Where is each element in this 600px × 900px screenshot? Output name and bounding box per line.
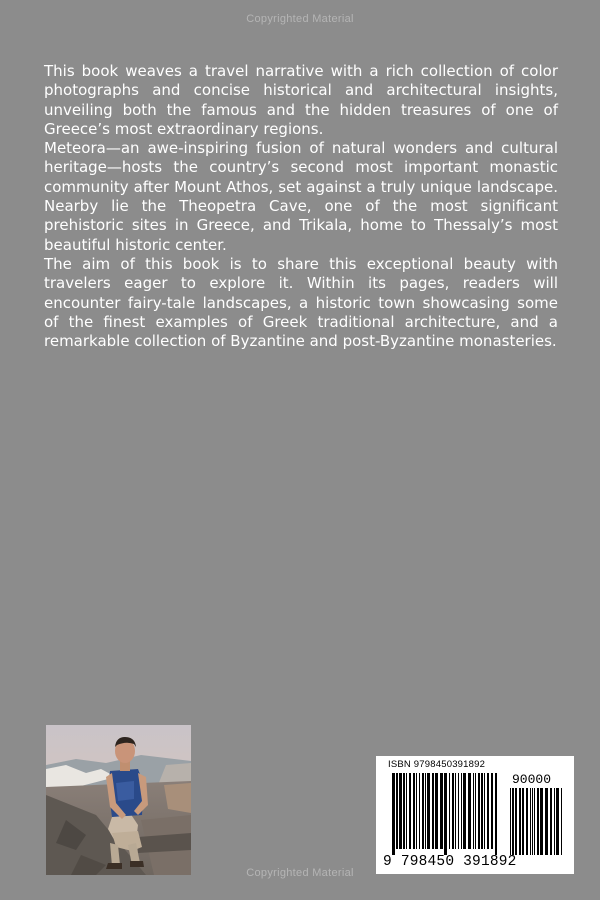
barcode-bar <box>413 773 415 849</box>
barcode-bar <box>452 773 454 849</box>
barcode-bar <box>522 788 524 855</box>
barcode-bar <box>449 773 450 849</box>
barcode-bar <box>554 788 555 855</box>
barcode-bar <box>406 773 407 849</box>
barcode-bar <box>440 773 443 849</box>
barcode-bar <box>416 773 417 849</box>
isbn-group-2: 391892 <box>463 854 517 870</box>
blurb-paragraph-1: This book weaves a travel narrative with a rich collection of color photographs and concise historical and architectural insights, unveiling both the famous and the hidden treasures of one of Greece’s most extraordinary regions. <box>44 62 558 138</box>
blurb-paragraph-3: The aim of this book is to share this exceptional beauty with travelers eager to explore it. Within its pages, readers will encounter fairy-tale landscapes, a historic town showcasing some of the finest examples of Greek traditional architecture, and a remarkable collection of Byzantine and post-Byzantine monasteries. <box>44 254 558 351</box>
copyright-watermark-top: Copyrighted Material <box>246 13 354 25</box>
barcode-bar <box>463 773 466 849</box>
barcode-bar <box>432 773 434 849</box>
barcode-bar <box>537 788 539 855</box>
copyright-watermark-bottom: Copyrighted Material <box>246 867 354 879</box>
barcode-bar <box>561 788 562 855</box>
barcode-bar <box>487 773 489 849</box>
barcode-bar <box>425 773 426 849</box>
barcode-bar <box>550 788 552 855</box>
barcode-bar <box>409 773 411 849</box>
barcode-bar <box>532 788 533 855</box>
barcode-bar <box>396 773 398 849</box>
isbn-group-1: 798450 <box>400 854 455 870</box>
barcode-bar <box>530 788 531 855</box>
barcode-bar <box>399 773 402 849</box>
barcode-bar <box>468 773 471 849</box>
barcode-bar <box>403 773 405 849</box>
barcode-bar <box>491 773 493 849</box>
barcode-bar <box>422 773 424 849</box>
barcode-bar <box>515 788 517 855</box>
isbn-barcode <box>376 756 574 874</box>
author-photo <box>46 725 191 875</box>
barcode-bar <box>478 773 480 849</box>
barcode-bar <box>458 773 459 849</box>
barcode-bar <box>392 773 395 855</box>
back-cover-blurb <box>44 62 558 351</box>
barcode-bar <box>484 773 485 849</box>
barcode-bar <box>556 788 559 855</box>
barcode-bar <box>495 773 497 855</box>
barcode-bar <box>419 773 420 849</box>
barcode-bar <box>481 773 483 849</box>
barcode-bar <box>512 788 514 855</box>
barcode-bar <box>435 773 438 849</box>
barcode-bar <box>545 788 548 855</box>
barcode-bar <box>540 788 543 855</box>
isbn-first-digit: 9 <box>383 854 392 870</box>
barcode-bar <box>444 773 447 855</box>
price-code: 90000 <box>512 772 552 787</box>
barcode-bar <box>526 788 528 855</box>
isbn-label: ISBN 9798450391892 <box>388 759 486 770</box>
barcode-bar <box>475 773 476 849</box>
barcode-bar <box>461 773 462 849</box>
barcode-bar <box>519 788 521 855</box>
barcode-bar <box>510 788 511 855</box>
blurb-paragraph-2: Meteora—an awe-inspiring fusion of natural wonders and cultural heritage—hosts the country’s second most important monastic community after Mount Athos, set against a truly unique landscape. Nearby lie the Theopetra Cave, one of the most significant prehistoric sites in Greece, and Trikala, home to Thessaly’s most beautiful historic center. <box>44 139 558 254</box>
barcode-bar <box>473 773 474 849</box>
barcode-bar <box>455 773 456 849</box>
barcode-bar <box>427 773 430 849</box>
barcode-bar <box>534 788 535 855</box>
